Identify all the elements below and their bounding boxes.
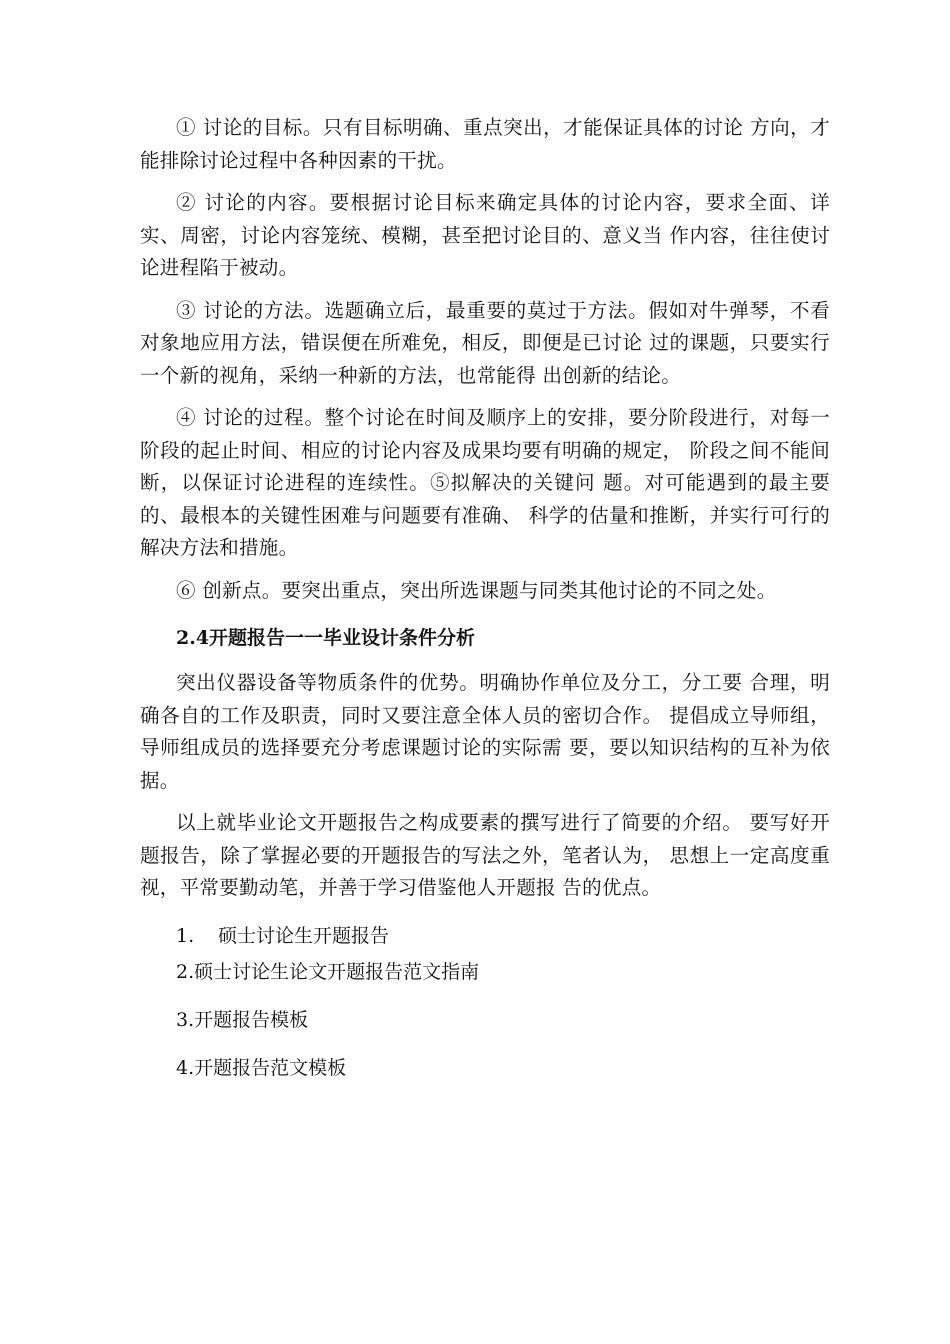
paragraph-research-process: ④ 讨论的过程。整个讨论在时间及顺序上的安排，要分阶段进行，对每一阶段的起止时间、相应的讨论内容及成果均要有明确的规定， 阶段之间不能间断，以保证讨论进程的连续性。⑤拟解决的关键问 题。对可能遇到的最主要的、最根本的关键性困难与问题要有准确、 科学的估量和推断，并实行可行的解决方法和措施。 bbox=[140, 406, 830, 559]
list-item[interactable] bbox=[140, 1005, 830, 1035]
list-item-number: 2. bbox=[176, 960, 195, 983]
section-heading: 2.4开题报告一一毕业设计条件分析 bbox=[176, 627, 476, 649]
paragraph-research-method: ③ 讨论的方法。选题确立后，最重要的莫过于方法。假如对牛弹琴，不看对象地应用方法，错误便在所难免，相反，即便是已讨论 过的课题，只要实行一个新的视角，采纳一种新的方法，也常能得 出创新的结论。 bbox=[140, 298, 830, 387]
list-item[interactable] bbox=[140, 921, 830, 951]
list-item[interactable] bbox=[140, 1053, 830, 1083]
paragraph-research-content: ② 讨论的内容。要根据讨论目标来确定具体的讨论内容，要求全面、详实、周密，讨论内容笼统、模糊，甚至把讨论目的、意义当 作内容，往往使讨论进程陷于被动。 bbox=[140, 191, 830, 279]
paragraph-summary: 以上就毕业论文开题报告之构成要素的撰写进行了简要的介绍。 要写好开题报告，除了掌握必要的开题报告的写法之外，笔者认为， 思想上一定高度重视，平常要勤动笔，并善于学习借鉴他人开题报 告的优点。 bbox=[140, 811, 830, 899]
paragraph-innovation: ⑥ 创新点。要突出重点，突出所选课题与同类其他讨论的不同之处。 bbox=[176, 578, 777, 602]
list-item-title: 硕士讨论生论文开题报告范文指南 bbox=[194, 960, 480, 983]
paragraph-research-goal: ① 讨论的目标。只有目标明确、重点突出，才能保证具体的讨论 方向，才能排除讨论过程中各种因素的干扰。 bbox=[140, 116, 830, 172]
list-item-title: 硕士讨论生开题报告 bbox=[218, 924, 390, 947]
list-item-title: 开题报告模板 bbox=[194, 1008, 309, 1031]
related-list bbox=[140, 921, 830, 1083]
list-item-number: 3. bbox=[176, 1008, 195, 1031]
list-item-number: 4. bbox=[176, 1056, 195, 1079]
list-item-title: 开题报告范文模板 bbox=[194, 1056, 347, 1079]
document-page bbox=[140, 112, 830, 1083]
list-item-number: 1. bbox=[176, 924, 195, 947]
list-item[interactable] bbox=[140, 957, 830, 987]
paragraph-conditions: 突出仪器设备等物质条件的优势。明确协作单位及分工，分工要 合理，明确各自的工作及职责，同时又要注意全体人员的密切合作。 提倡成立导师组，导师组成员的选择要充分考虑课题讨论的实际需 要，要以知识结构的互补为依据。 bbox=[140, 671, 830, 792]
